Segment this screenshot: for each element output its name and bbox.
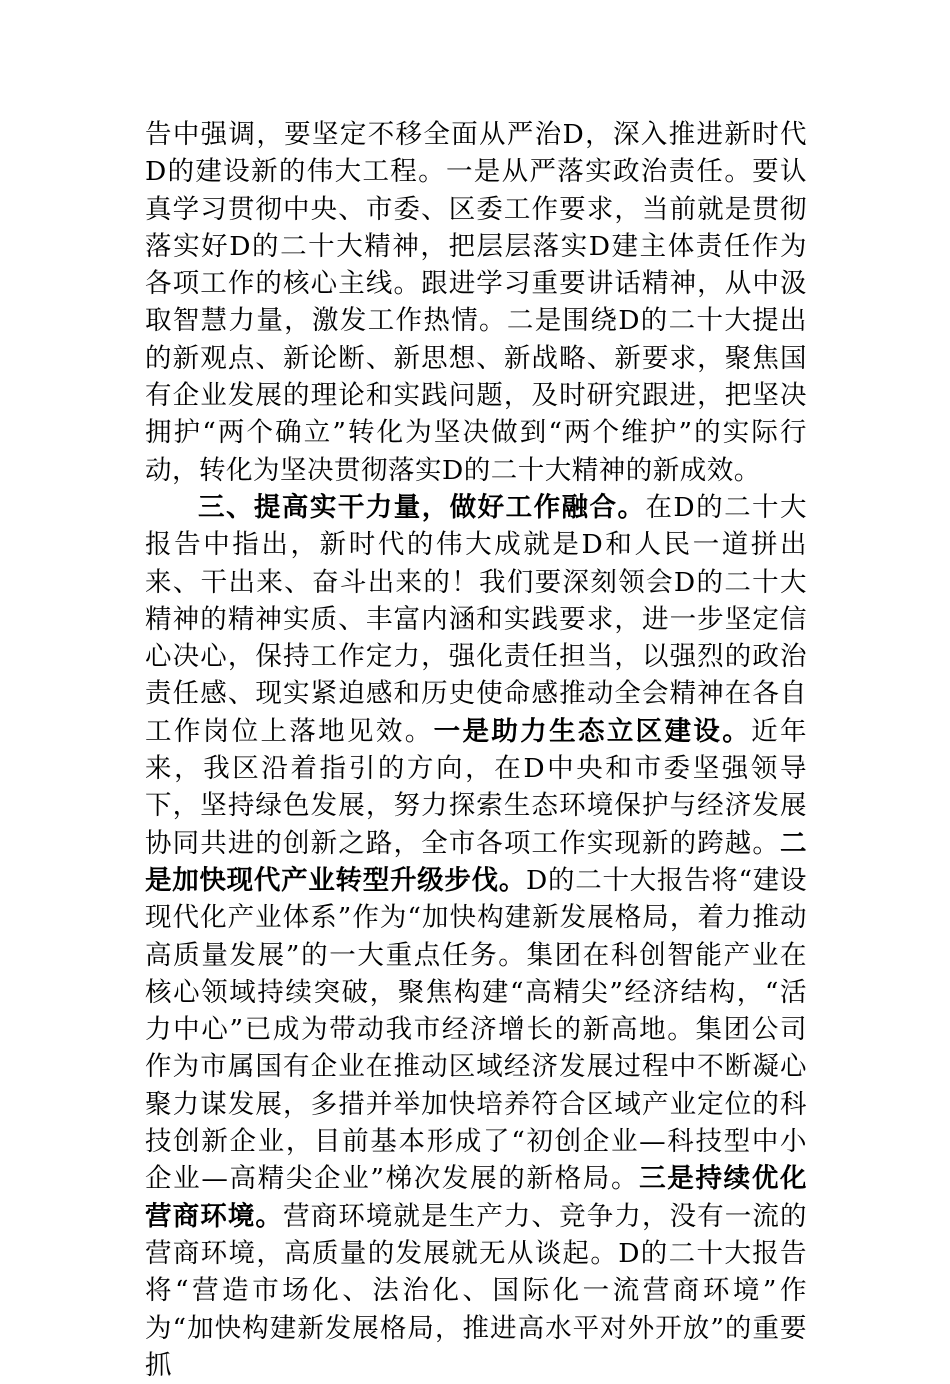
paragraph-section-three <box>145 489 807 1384</box>
point-heading: 三是持续优化营商环境。 <box>145 1163 807 1232</box>
document-page <box>145 116 807 1384</box>
text-run: D的二十大报告将“建设现代化产业体系”作为“加快构建新发展格局，着力推动高质量发展”的一大重点任务。集团在科创智能产业在核心领域持续突破，聚焦构建“高精尖”经济结构，“活力中心”已成为带动我市经济增长的新高地。集团公司作为市属国有企业在推动区域经济发展过程中不断凝心聚力谋发展，多措并举加快培养符合区域产业定位的科技创新企业，目前基本形成了“初创企业—科技型中小企业—高精尖企业”梯次发展的新格局。 <box>145 864 808 1195</box>
point-heading: 二是加快现代产业转型升级步伐。 <box>145 827 807 896</box>
text-run: 在D的二十大报告中指出，新时代的伟大成就是D和人民一道拼出来、干出来、奋斗出来的！我们要深刻领会D的二十大精神的精神实质、丰富内涵和实践要求，进一步坚定信心决心，保持工作定力，强化责任担当，以强烈的政治责任感、现实紧迫感和历史使命感推动全会精神在各自工作岗位上落地见效。 <box>145 491 808 747</box>
text-run: 告中强调，要坚定不移全面从严治D，深入推进新时代D的建设新的伟大工程。一是从严落实政治责任。要认真学习贯彻中央、市委、区委工作要求，当前就是贯彻落实好D的二十大精神，把层层落实D建主体责任作为各项工作的核心主线。跟进学习重要讲话精神，从中汲取智慧力量，激发工作热情。二是围绕D的二十大提出的新观点、新论断、新思想、新战略、新要求，聚焦国有企业发展的理论和实践问题，及时研究跟进，把坚决拥护“两个确立”转化为坚决做到“两个维护”的实际行动，转化为坚决贯彻落实D的二十大精神的新成效。 <box>145 119 807 486</box>
text-run: 营商环境就是生产力、竞争力，没有一流的营商环境，高质量的发展就无从谈起。D的二十大报告将“营造市场化、法治化、国际化一流营商环境”作为“加快构建新发展格局，推进高水平对外开放”的重要抓 <box>145 1200 808 1381</box>
text-run: 近年来，我区沿着指引的方向，在D中央和市委坚强领导下，坚持绿色发展，努力探索生态环境保护与经济发展协同共进的创新之路，全市各项工作实现新的跨越。 <box>145 715 808 859</box>
paragraph-continuation <box>145 116 807 489</box>
point-heading: 一是助力生态立区建设。 <box>433 715 752 747</box>
section-heading: 三、提高实干力量，做好工作融合。 <box>198 491 646 523</box>
